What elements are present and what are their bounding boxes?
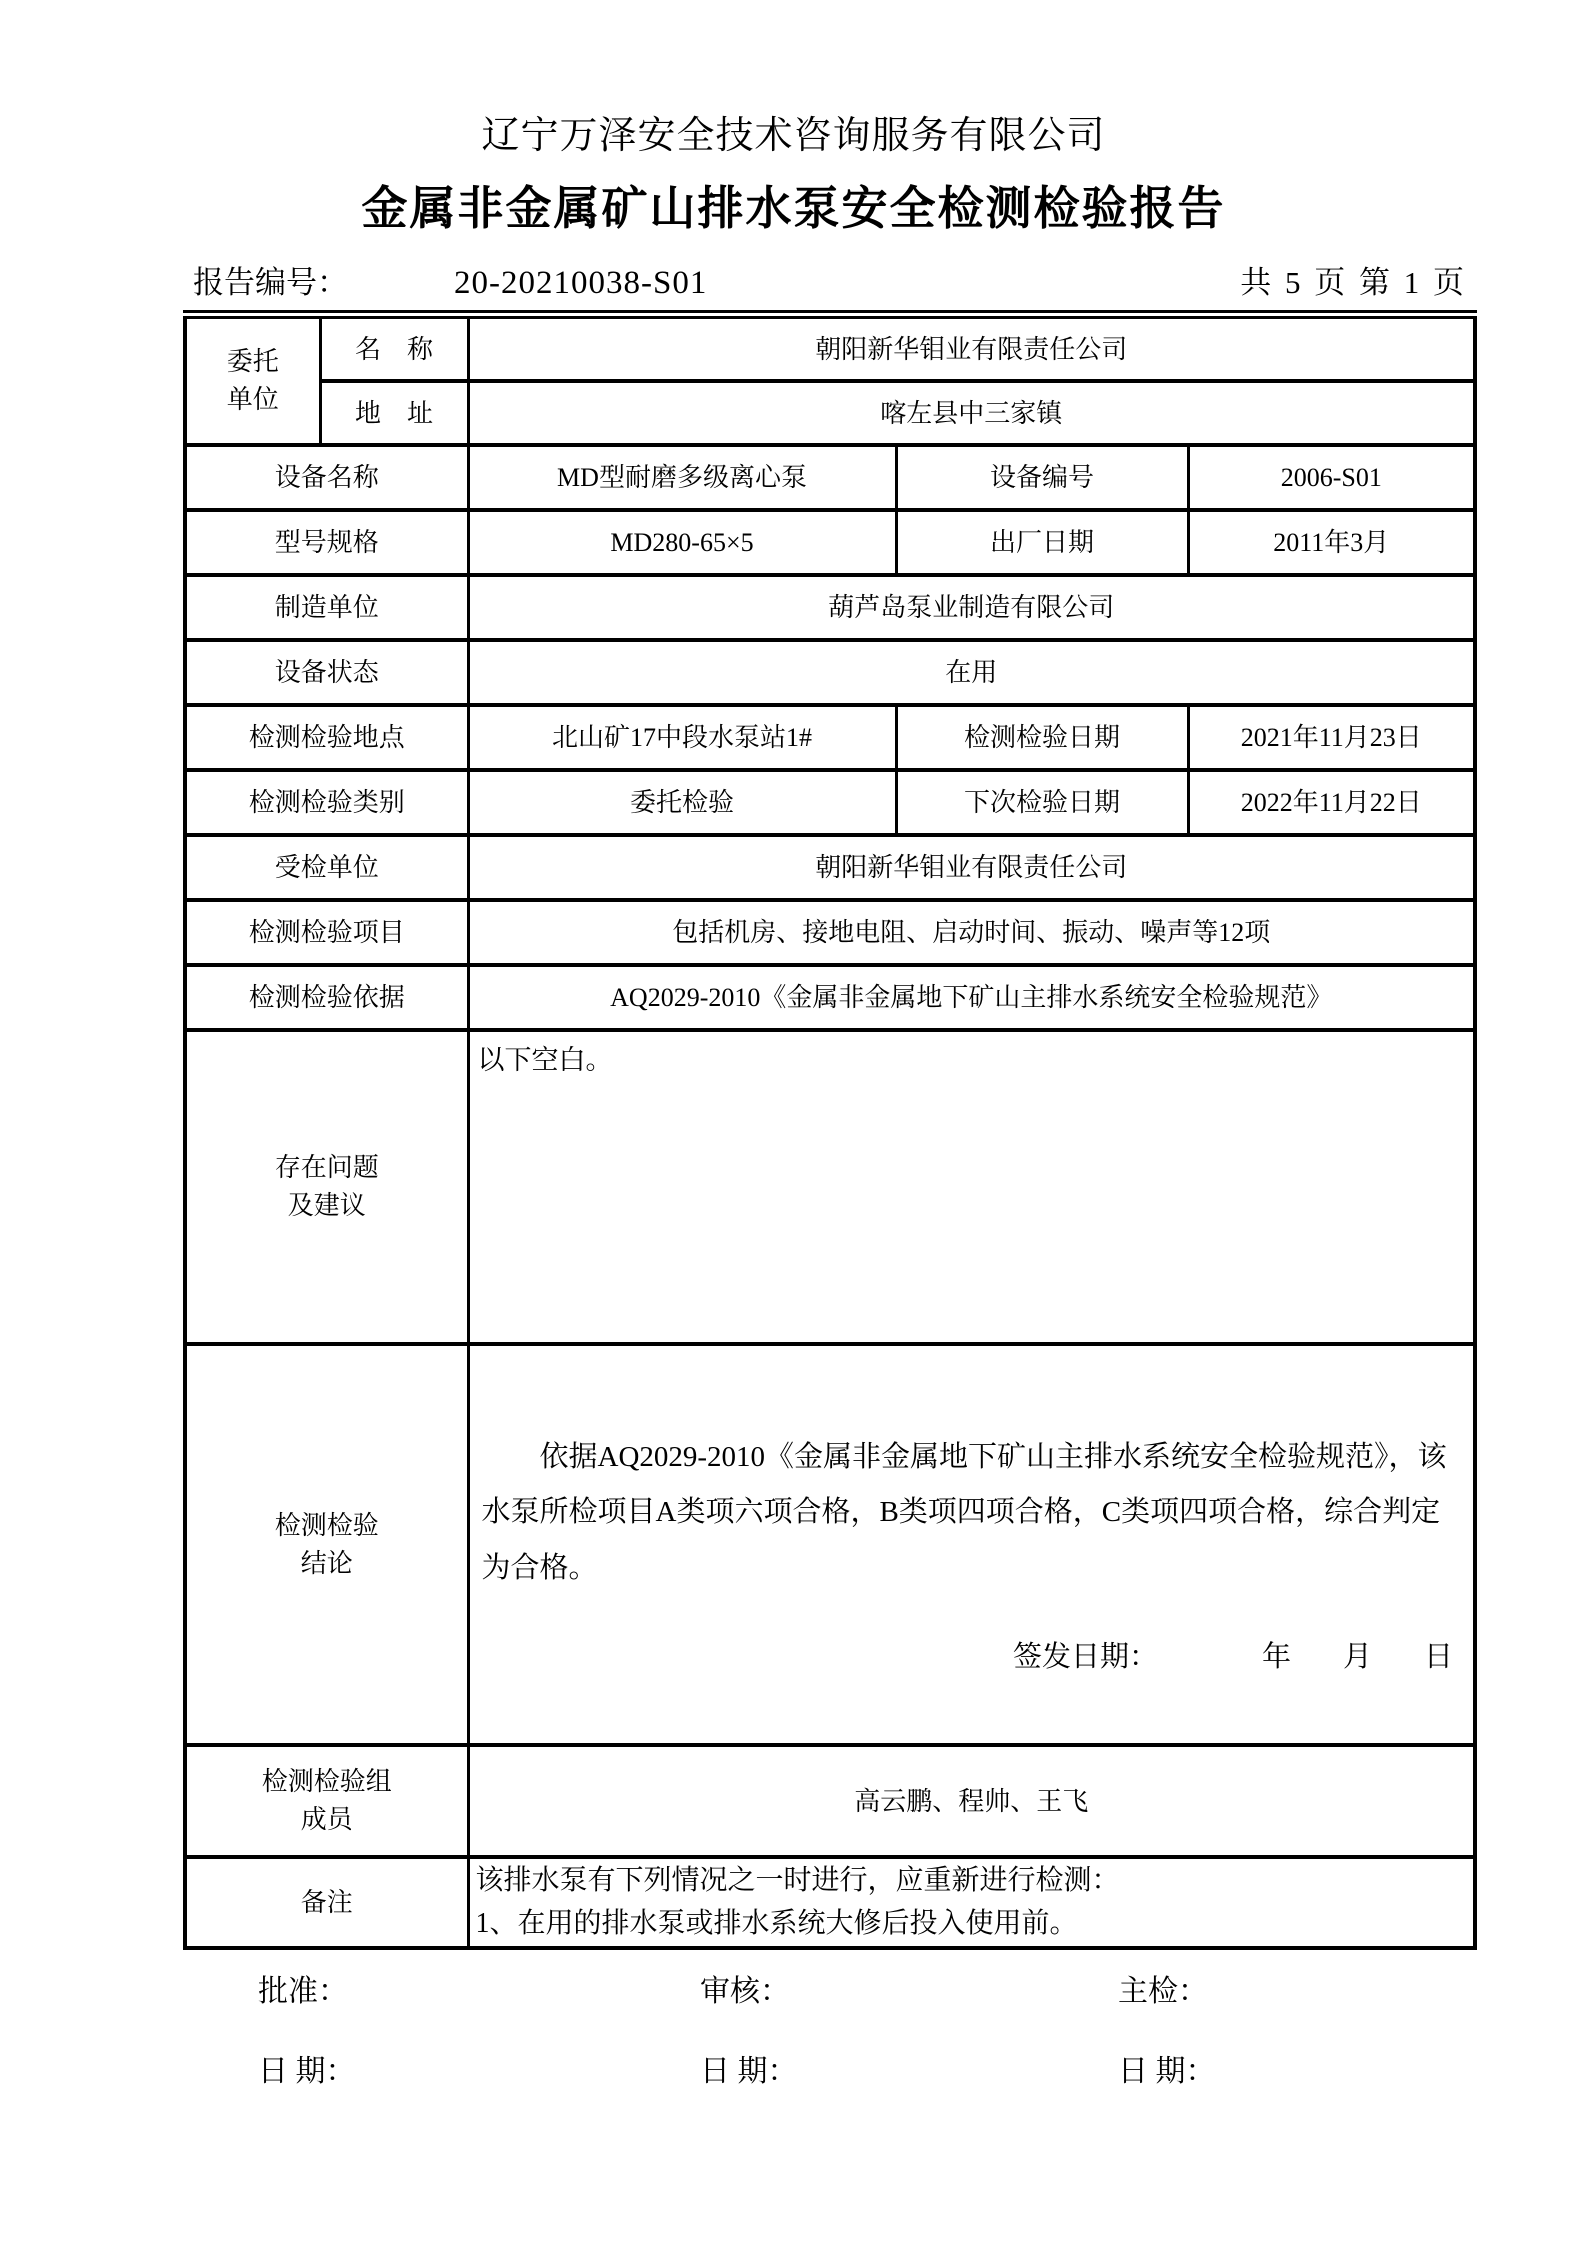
client-address-label: 地 址 <box>320 381 468 445</box>
client-group-label-line1: 委托 <box>226 347 279 377</box>
inspection-category-label: 检测检验类别 <box>185 770 468 835</box>
remarks-line1: 该排水泵有下列情况之一时进行，应重新进行检测： <box>475 1865 1120 1897</box>
conclusion-label <box>185 1344 468 1745</box>
inspection-location-label: 检测检验地点 <box>185 705 468 770</box>
chief-date-label: 日 期： <box>1118 2055 1216 2088</box>
client-address-value: 喀左县中三家镇 <box>468 381 1475 445</box>
table-row <box>185 575 1475 640</box>
table-row <box>185 640 1475 705</box>
client-group-label <box>185 315 320 446</box>
table-row <box>185 315 1475 382</box>
sign-date-month: 月 <box>1343 1640 1373 1673</box>
report-number-line <box>183 257 1473 302</box>
model-spec-label: 型号规格 <box>185 510 468 575</box>
table-row <box>185 445 1475 510</box>
inspection-items-value: 包括机房、接地电阻、启动时间、振动、噪声等12项 <box>468 900 1475 965</box>
problems-label-line2: 及建议 <box>287 1191 366 1221</box>
chief-inspector-label: 主检： <box>1118 1975 1208 2008</box>
inspection-location-value: 北山矿17中段水泵站1# <box>468 705 896 770</box>
sign-date-line <box>474 1638 1470 1677</box>
sign-date-label: 签发日期： <box>1012 1640 1158 1673</box>
model-spec-value: MD280-65×5 <box>468 510 896 575</box>
remarks-label: 备注 <box>185 1857 468 1948</box>
client-group-label-line2: 单位 <box>226 385 279 415</box>
page-title: 金属非金属矿山排水泵安全检测检验报告 <box>361 182 1226 234</box>
remarks-value <box>468 1857 1475 1948</box>
review-label: 审核： <box>700 1975 790 2008</box>
table-row <box>185 900 1475 965</box>
report-number-label: 报告编号： <box>193 265 348 301</box>
team-label-line2: 成员 <box>300 1805 353 1835</box>
table-row <box>185 705 1475 770</box>
conclusion-label-line2: 结论 <box>300 1548 353 1578</box>
inspection-basis-label: 检测检验依据 <box>185 965 468 1030</box>
sign-date-day: 日 <box>1424 1640 1454 1673</box>
table-row <box>185 965 1475 1030</box>
remarks-line2: 1、在用的排水泵或排水系统大修后投入使用前。 <box>475 1908 1078 1940</box>
table-row <box>185 835 1475 900</box>
inspected-unit-label: 受检单位 <box>185 835 468 900</box>
client-name-label: 名 称 <box>320 315 468 382</box>
manufacturer-value: 葫芦岛泵业制造有限公司 <box>468 575 1475 640</box>
inspection-team-label <box>185 1745 468 1857</box>
table-row <box>185 1857 1475 1948</box>
inspection-basis-value: AQ2029-2010《金属非金属地下矿山主排水系统安全检验规范》 <box>468 965 1475 1030</box>
conclusion-cell <box>468 1344 1475 1745</box>
report-number-value: 20-20210038-S01 <box>454 265 708 302</box>
table-row <box>185 381 1475 445</box>
conclusion-text: 依据AQ2029-2010《金属非金属地下矿山主排水系统安全检验规范》，该水泵所检项目A类项六项合格，B类项四项合格，C类项四项合格，综合判定为合格。 <box>481 1441 1447 1584</box>
inspection-items-label: 检测检验项目 <box>185 900 468 965</box>
device-name-value: MD型耐磨多级离心泵 <box>468 445 896 510</box>
device-no-label: 设备编号 <box>896 445 1188 510</box>
table-row <box>185 1344 1475 1745</box>
approve-date-label: 日 期： <box>258 2055 356 2088</box>
next-inspection-date-label: 下次检验日期 <box>896 770 1188 835</box>
device-status-value: 在用 <box>468 640 1475 705</box>
problems-label-line1: 存在问题 <box>274 1153 379 1183</box>
problems-suggestions-value: 以下空白。 <box>468 1030 1475 1344</box>
inspection-date-value: 2021年11月23日 <box>1188 705 1475 770</box>
device-status-label: 设备状态 <box>185 640 468 705</box>
inspection-date-label: 检测检验日期 <box>896 705 1188 770</box>
next-inspection-date-value: 2022年11月22日 <box>1188 770 1475 835</box>
table-row <box>185 770 1475 835</box>
table-row <box>185 510 1475 575</box>
device-no-value: 2006-S01 <box>1188 445 1475 510</box>
client-name-value: 朝阳新华钼业有限责任公司 <box>468 315 1475 382</box>
problems-suggestions-label <box>185 1030 468 1344</box>
inspection-report-table <box>183 310 1477 1950</box>
conclusion-label-line1: 检测检验 <box>274 1510 379 1540</box>
table-row <box>185 1030 1475 1344</box>
manufacturer-label: 制造单位 <box>185 575 468 640</box>
device-name-label: 设备名称 <box>185 445 468 510</box>
sign-date-year: 年 <box>1261 1640 1291 1673</box>
pagination: 共 5 页 第 1 页 <box>1240 265 1467 301</box>
factory-date-label: 出厂日期 <box>896 510 1188 575</box>
table-row <box>185 1745 1475 1857</box>
inspection-category-value: 委托检验 <box>468 770 896 835</box>
factory-date-value: 2011年3月 <box>1188 510 1475 575</box>
inspected-unit-value: 朝阳新华钼业有限责任公司 <box>468 835 1475 900</box>
approve-label: 批准： <box>258 1975 348 2008</box>
company-name: 辽宁万泽安全技术咨询服务有限公司 <box>481 115 1106 157</box>
team-label-line1: 检测检验组 <box>261 1767 392 1797</box>
inspection-team-value: 高云鹏、程帅、王飞 <box>468 1745 1475 1857</box>
review-date-label: 日 期： <box>700 2055 798 2088</box>
